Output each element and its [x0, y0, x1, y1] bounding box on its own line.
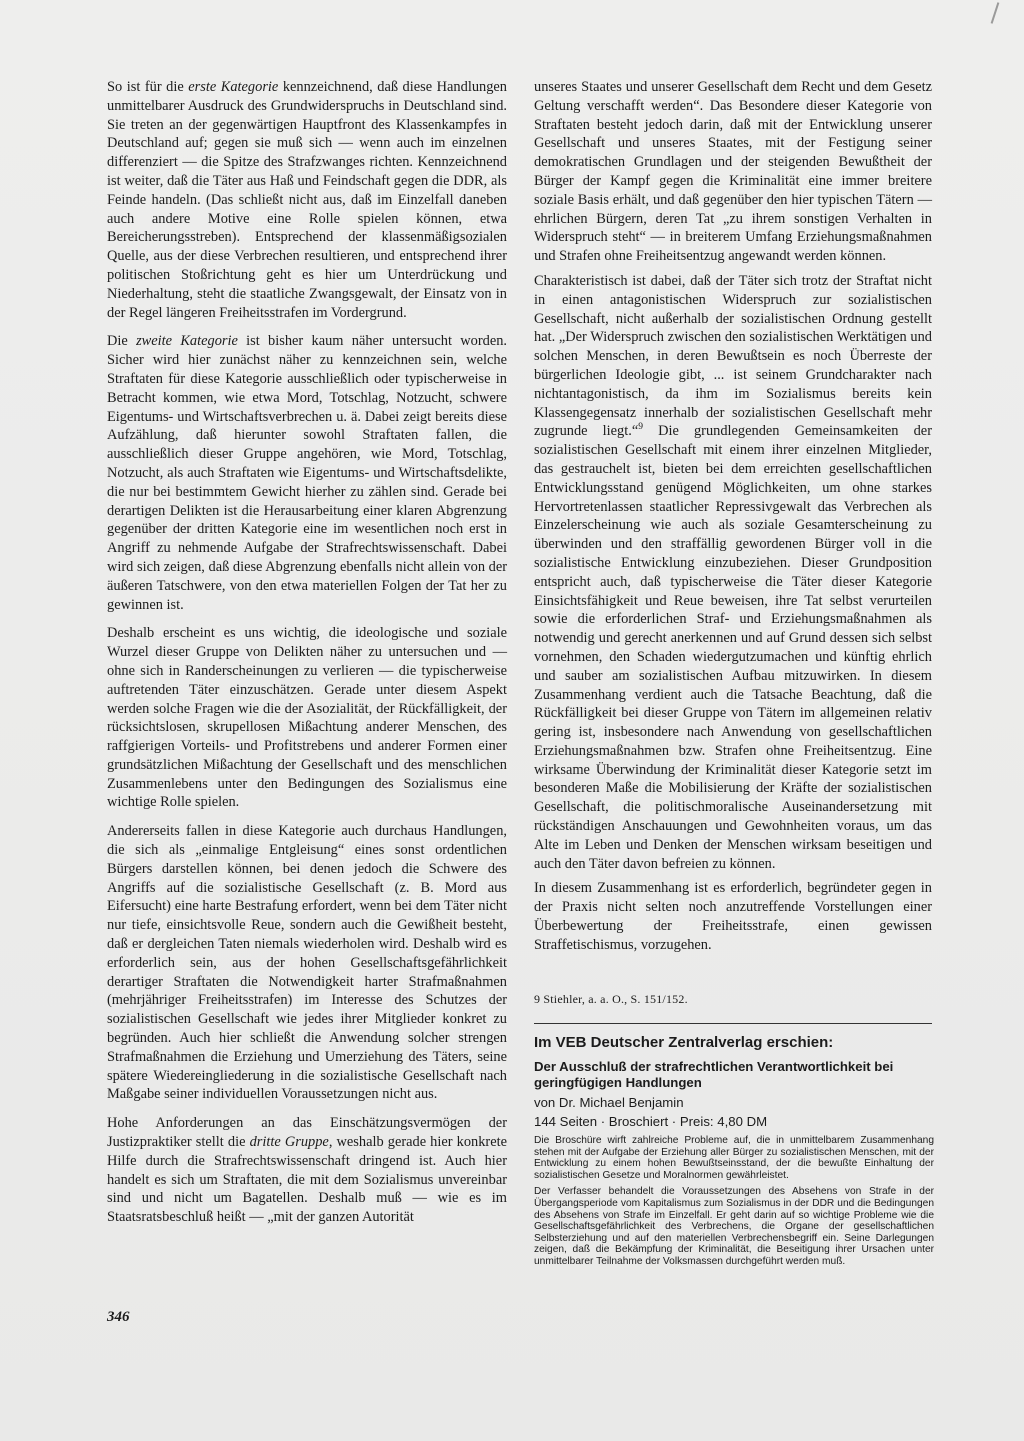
ad-book-details: 144 Seiten · Broschiert · Preis: 4,80 DM: [534, 1114, 768, 1129]
ad-book-title: Der Ausschluß der strafrechtlichen Verantwortlichkeit bei geringfügigen Handlungen: [534, 1059, 894, 1090]
ad-author: von Dr. Michael Benjamin: [534, 1095, 684, 1110]
paragraph-ideological-roots: Deshalb erscheint es uns wichtig, die ideologische und soziale Wurzel dieser Gruppe von Delikten näher zu untersuchen und — ohne sich in Randerscheinungen zu verlieren — die typischerweise auftretenden Täter einzuschätzen. Gerade unter diesem Aspekt werden solche Fragen wie die der Asozialität, der Rückfälligkeit, der rücksichtslosen, skrupellosen Mißachtung anderer Menschen, des raffgierigen Vorteils- und Profitstrebens und anderer Formen einer grundsätzlichen Mißachtung der Gesellschaft und des menschlichen Zusammenlebens unter den Bedingungen des Sozialismus eine wichtige Rolle spielen.: [107, 625, 507, 811]
paragraph-characteristic: Charakteristisch ist dabei, daß der Täter sich trotz der Straftat nicht in einen antagonistischen Widerspruch zur sozialistischen Gesellschaft, nicht außerhalb der sozialistischen Ordnung gestellt hat. „Der Widerspruch zwischen den sozialistischen Werktätigen und solchen Menschen, in deren Bewußtsein es noch Überreste der bürgerlichen Ideologie gibt, ... ist seinem Grundcharakter nach nichtantagonistisch, da ihm im Sozialismus bereits kein Klassengegensatz innerhalb der sozialistischen Gesellschaft mehr zugrunde liegt.“$^9$ Die grundlegenden Gemeinsamkeiten der sozialistischen Gesellschaft mit einem ihrer einzelnen Mitglieder, das gestrauchelt ist, bieten bei dem erreichten gesellschaftlichen Entwicklungsstand genügend Möglichkeiten, um ohne starkes Hervortretenlassen staatlicher Repressivgewalt das Verbrechen als Einzelerscheinung wie auch als soziale Gesamterscheinung zu überwinden und den straffällig gewordenen Bürger voll in die sozialistische Entwicklung einzubeziehen. Dieser Grundposition entspricht auch, daß typischerweise die Täter dieser Kategorie Einsichtsfähigkeit und Reue beweisen, ihre Tat selbst verurteilen sowie die erforderlichen Straf- und Erziehungsmaßnahmen als notwendig und gerecht anerkennen und auf Grund dessen sich selbst vornehmen, den Schaden wiedergutzumachen und künftig ehrlich und sauber am sozialistischen Aufbau mitzuwirken. In diesem Zusammenhang verdient auch die Tatsache Beachtung, daß die Rückfälligkeit bei dieser Gruppe von Tätern im allgemeinen relativ gering ist, insbesondere nach Anwendung von gesellschaftlichen Erziehungsmaßnahmen bzw. Strafen ohne Freiheitsentzug. Eine wirksame Überwindung der Kriminalität dieser Kategorie setzt im besonderen Maße die Mobilisierung der Kräfte der sozialistischen Gesellschaft, die politischmoralische Auseinandersetzung mit rückständigen Anschauungen und Gewohnheiten voraus, um das Alte im Leben und Denken der Menschen wirksam beseitigen und auch den Täter davon befreien zu können.: [534, 272, 932, 872]
left-column: [107, 78, 507, 1237]
paragraph-conclusion: In diesem Zusammenhang ist es erforderlich, begründeter gegen in der Praxis nicht selten noch anzutreffende Vorstellungen einer Überbewertung der Freiheitsstrafe, einen gewissen Straffetischismus, vorzugehen.: [534, 880, 932, 953]
page-number: 346: [107, 1309, 130, 1325]
paragraph-first-category: So ist für die erste Kategorie kennzeichnend, daß diese Handlungen unmittelbarer Ausdruck des Grundwiderspruchs in Deutschland sind. Sie treten an der gegenwärtigen Hauptfront des Klassenkampfes in Deutschland auf; gegen sie muß sich — wenn auch im einzelnen differenziert — die Spitze des Strafzwanges richten. Kennzeichnend ist weiter, daß die Täter aus Haß und Feindschaft gegen die DDR, als Feinde handeln. (Das schließt nicht aus, daß im Einzelfall daneben auch andere Motive eine Rolle spielen können, etwa Bereicherungsstreben). Entsprechend der klassenmäßigsozialen Quelle, aus der diese Verbrechen resultieren, und entsprechend ihrer politischen Stoßrichtung geht es hier um Unterdrückung und Niederhaltung, steht die staatliche Zwangsgewalt, der Einsatz von in der Regel längeren Freiheitsstrafen im Vordergrund.: [107, 79, 507, 321]
publisher-advertisement: [534, 1034, 934, 1273]
paragraph-single-lapse: Andererseits fallen in diese Kategorie auch durchaus Handlungen, die sich als „einmalige Entgleisung“ eines sonst ordentlichen Bürgers darstellen können, bei denen jedoch die Schwere des Angriffs auf die sozialistische Gesellschaft (z. B. Mord aus Eifersucht) eine harte Bestrafung erfordert, wenn bei dem Täter nicht nur tiefe, einsichtsvolle Reue, sondern auch die Gewißheit besteht, daß er dergleichen Taten niemals wiederholen wird. Deshalb wird es erforderlich sein, aus der hohen Gesellschaftsgefährlichkeit derartiger Straftaten die Notwendigkeit harter Strafmaßnahmen (mehrjähriger Freiheitsstrafen) im Interesse des Schutzes der sozialistischen Gesellschaft wie jedes ihrer Mitglieder konkret zu begründen. Auch hier schließt die Anwendung solcher strengen Strafmaßnahmen die Erziehung und Umerziehung des Täters, seine spätere Wiedereingliederung in die sozialistische Gesellschaft nach Maßgabe seiner individuellen Voraussetzungen nicht aus.: [107, 823, 507, 1103]
divider: [534, 1023, 932, 1024]
emphasis-third-group: dritte Gruppe: [249, 1134, 329, 1151]
emphasis-first-category: erste Kategorie: [188, 79, 279, 95]
ad-description-1: Die Broschüre wirft zahlreiche Probleme auf, die in unmittelbarem Zusammenhang stehen mit der Aufgabe der Erziehung aller Bürger zu sozialistischen Menschen, mit der Entwicklung zu einem hohen Bewußtseinsstand, der die bewußte Einhaltung der sozialistischen Gesetze und Moralnormen gewährleistet.: [534, 1135, 934, 1181]
paragraph-state-authority: unseres Staates und unserer Gesellschaft dem Recht und dem Gesetz Geltung verschafft werden“. Das Besondere dieser Kategorie von Straftaten besteht jedoch darin, daß mit der Entwicklung unserer Gesellschaft und unseres Staates, mit der Festigung seiner demokratischen Grundlagen und der steigenden Bewußtheit der Bürger der Kampf gegen die Kriminalität eine immer breitere soziale Basis erhält, und daß gegenüber den hier typischen Tätern — ehrlichen Bürgern, deren Tat „zu ihrem sonstigen Verhalten in Widerspruch steht“ — in breiterem Umfang Erziehungsmaßnahmen und Strafen ohne Freiheitsentzug angewandt werden können.: [534, 79, 932, 265]
footnote-marker: 9: [638, 422, 643, 433]
scan-mark: [991, 2, 1000, 24]
footnote: 9 Stiehler, a. a. O., S. 151/152.: [534, 992, 688, 1006]
emphasis-second-category: zweite Kategorie: [136, 333, 238, 350]
paragraph-second-category: Die zweite Kategorie ist bisher kaum näher untersucht worden. Sicher wird hier zunächst näher zu kennzeichnen sein, welche Straftaten für diese Kategorie ausschließlich oder typischerweise in Betracht kommen, wie etwa Mord, Totschlag, Notzucht, schwere Eigentums- und Wirtschaftsverbrechen u. ä. Dabei zeigt bereits diese Aufzählung, daß hierunter sowohl Straftaten fallen, die ausschließlich dieser Gruppe angehören, wie Mord, Totschlag, Notzucht, als auch Straftaten wie Eigentums- und Wirtschaftsdelikte, die nur bei bestimmtem Gewicht hierher zu zählen sind. Gerade bei derartigen Delikten ist die Herausarbeitung einer klaren Abgrenzung gegenüber der dritten Kategorie eine im wesentlichen noch erst in Angriff zu nehmende Aufgabe der Strafrechtswissenschaft. Dabei wird sich zeigen, daß diese Abgrenzung ebenfalls nicht allein von der äußeren Tatschwere, von den etwa materiellen Folgen der Tat her zu gewinnen ist.: [107, 333, 508, 613]
ad-heading: Im VEB Deutscher Zentralverlag erschien:: [534, 1034, 834, 1051]
right-column: [534, 78, 932, 961]
paragraph-third-group: Hohe Anforderungen an das Einschätzungsvermögen der Justizpraktiker stellt die dritte Gruppe, weshalb gerade hier konkrete Hilfe durch die Strafrechtswissenschaft dringend ist. Auch hier handelt es sich um Straftaten, die mit dem Sozialismus unvereinbar sind und nicht um Bagatellen. Deshalb muß — wie es im Staatsratsbeschluß heißt — „mit der ganzen Autorität: [107, 1115, 507, 1226]
ad-description-2: Der Verfasser behandelt die Voraussetzungen des Absehens von Strafe in der Übergangsperiode vom Kapitalismus zum Sozialismus in der DDR und die Bedingungen des Absehens von Strafe im Einzelfall. Er geht darin auf so wichtige Probleme wie die Gesellschaftsgefährlichkeit des Verbrechens, die Organe der gesellschaftlichen Selbsterziehung und auf den materiellen Verbrechensbegriff ein. Seine Darlegungen zeigen, daß die Bekämpfung der Kriminalität, die Beseitigung ihrer Ursachen unter unmittelbarer Teilnahme der Volksmassen durchgeführt werden muß.: [534, 1186, 934, 1267]
